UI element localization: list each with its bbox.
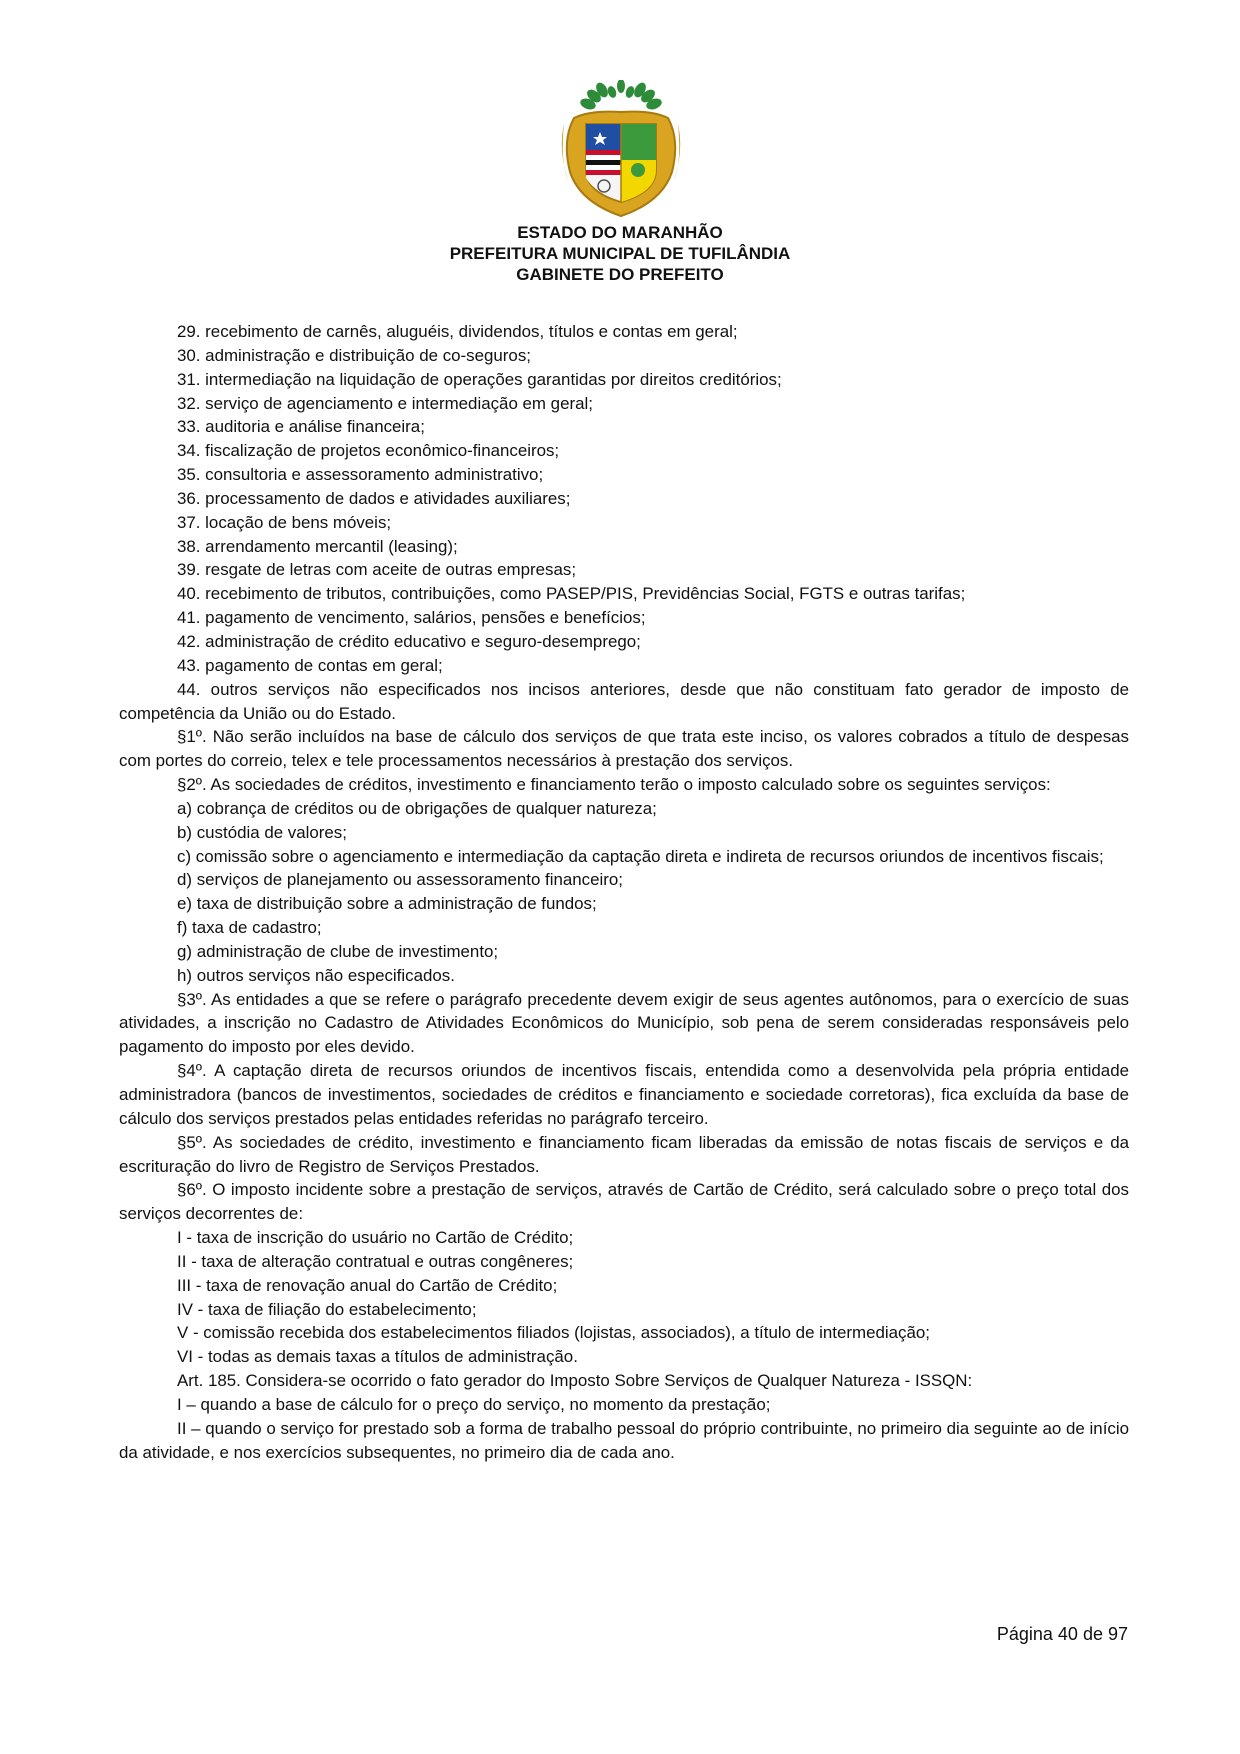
paragraph: I - taxa de inscrição do usuário no Cartão de Crédito; [177, 1228, 574, 1248]
paragraph: 40. recebimento de tributos, contribuições, como PASEP/PIS, Previdências Social, FGTS e outras tarifas; [177, 584, 966, 604]
paragraph: 33. auditoria e análise financeira; [177, 417, 425, 437]
municipality-title: PREFEITURA MUNICIPAL DE TUFILÂNDIA [449, 244, 791, 263]
paragraph: g) administração de clube de investimento; [177, 941, 499, 961]
paragraph: 41. pagamento de vencimento, salários, pensões e benefícios; [177, 608, 646, 628]
paragraph: 32. serviço de agenciamento e intermediação em geral; [177, 393, 593, 413]
page-number: Página 40 de 97 [996, 1624, 1128, 1644]
state-title: ESTADO DO MARANHÃO [517, 223, 723, 242]
paragraph: III - taxa de renovação anual do Cartão de Crédito; [177, 1275, 558, 1295]
paragraph: §3º. As entidades a que se refere o parágrafo precedente devem exigir de seus agentes autônomos, para o exercício de suas atividades, a inscrição no Cadastro de Atividades Econômicos do Município, sob pena de serem consideradas responsáveis pelo pagamento do imposto por eles devido. [119, 989, 1129, 1057]
paragraph: §5º. As sociedades de crédito, investimento e financiamento ficam liberadas da emissão de notas fiscais de serviços e da escrituração do livro de Registro de Serviços Prestados. [119, 1132, 1129, 1176]
paragraph: 35. consultoria e assessoramento administrativo; [177, 465, 544, 485]
paragraph: a) cobrança de créditos ou de obrigações de qualquer natureza; [177, 798, 657, 818]
paragraph: e) taxa de distribuição sobre a administração de fundos; [177, 894, 597, 914]
document-header [0, 222, 1240, 285]
paragraph: V - comissão recebida dos estabelecimentos filiados (lojistas, associados), a título de intermediação; [177, 1323, 930, 1343]
paragraph: 37. locação de bens móveis; [177, 512, 392, 532]
paragraph: §6º. O imposto incidente sobre a prestação de serviços, através de Cartão de Crédito, será calculado sobre o preço total dos serviços decorrentes de: [119, 1180, 1129, 1224]
paragraph: §1º. Não serão incluídos na base de cálculo dos serviços de que trata este inciso, os valores cobrados a título de despesas com portes do correio, telex e tele processamentos necessários à prestação dos serviços. [119, 727, 1129, 771]
document-body [119, 320, 1129, 1465]
paragraph: 36. processamento de dados e atividades auxiliares; [177, 488, 571, 508]
paragraph: II – quando o serviço for prestado sob a forma de trabalho pessoal do próprio contribuinte, no primeiro dia seguinte ao de início da atividade, e nos exercícios subsequentes, no primeiro dia de cada ano. [119, 1418, 1129, 1462]
office-title: GABINETE DO PREFEITO [516, 265, 724, 284]
paragraph: 30. administração e distribuição de co-seguros; [177, 345, 531, 365]
paragraph: I – quando a base de cálculo for o preço do serviço, no momento da prestação; [177, 1394, 771, 1414]
paragraph: IV - taxa de filiação do estabelecimento; [177, 1299, 477, 1319]
municipal-coat-of-arms-icon [556, 80, 686, 220]
paragraph: 44. outros serviços não especificados nos incisos anteriores, desde que não constituam fato gerador de imposto de competência da União ou do Estado. [119, 679, 1129, 723]
paragraph: h) outros serviços não especificados. [177, 965, 455, 985]
paragraph: d) serviços de planejamento ou assessoramento financeiro; [177, 870, 623, 890]
paragraph: Art. 185. Considera-se ocorrido o fato gerador do Imposto Sobre Serviços de Qualquer Natureza - ISSQN: [177, 1371, 973, 1391]
paragraph: 34. fiscalização de projetos econômico-financeiros; [177, 441, 560, 461]
paragraph: 39. resgate de letras com aceite de outras empresas; [177, 560, 577, 580]
paragraph: 42. administração de crédito educativo e seguro-desemprego; [177, 631, 641, 651]
paragraph: f) taxa de cadastro; [177, 918, 322, 938]
paragraph: §2º. As sociedades de créditos, investimento e financiamento terão o imposto calculado sobre os seguintes serviços: [177, 775, 1051, 795]
paragraph: 31. intermediação na liquidação de operações garantidas por direitos creditórios; [177, 369, 782, 389]
paragraph: b) custódia de valores; [177, 822, 347, 842]
paragraph: c) comissão sobre o agenciamento e intermediação da captação direta e indireta de recursos oriundos de incentivos fiscais; [177, 846, 1104, 866]
paragraph: §4º. A captação direta de recursos oriundos de incentivos fiscais, entendida como a desenvolvida pela própria entidade administradora (bancos de investimentos, sociedades de créditos e financiamento e sociedade corretoras), fica excluída da base de cálculo dos serviços prestados pelas entidades referidas no parágrafo terceiro. [119, 1061, 1129, 1128]
paragraph: 29. recebimento de carnês, aluguéis, dividendos, títulos e contas em geral; [177, 322, 738, 341]
paragraph: 38. arrendamento mercantil (leasing); [177, 536, 458, 556]
paragraph: II - taxa de alteração contratual e outras congêneres; [177, 1251, 574, 1271]
paragraph: VI - todas as demais taxas a títulos de administração. [177, 1347, 578, 1367]
paragraph: 43. pagamento de contas em geral; [177, 655, 443, 675]
